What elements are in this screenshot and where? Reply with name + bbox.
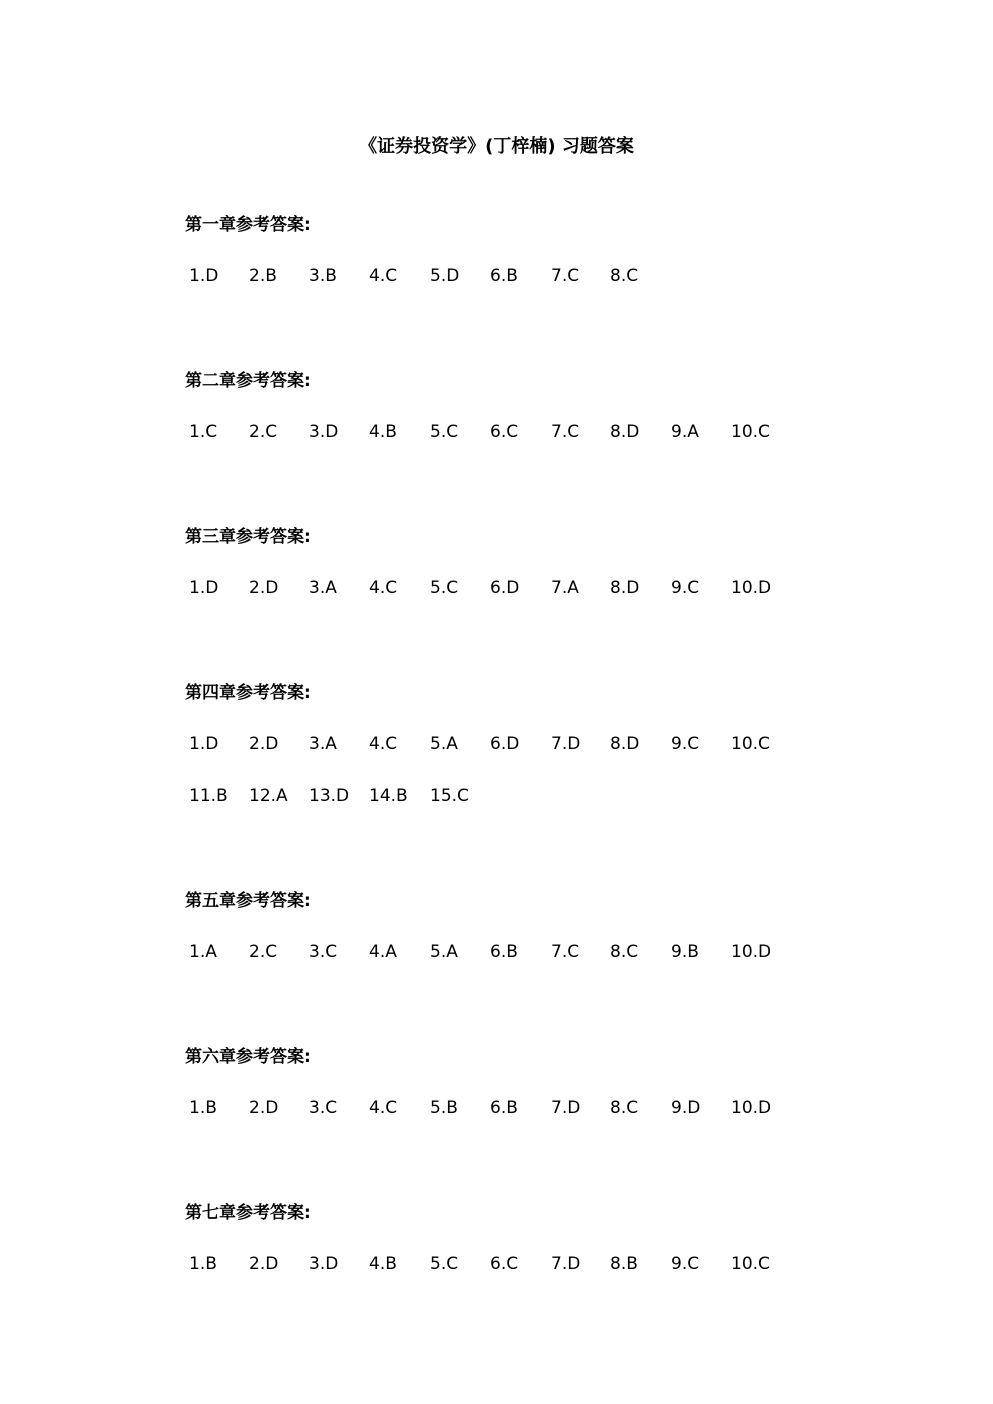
answer-item: 8.D (610, 734, 640, 754)
answer-item: 4.C (369, 578, 398, 598)
answer-item: 9.D (671, 1098, 701, 1118)
answer-item: 10.C (731, 1254, 770, 1274)
answer-item: 5.D (430, 266, 460, 286)
answer-item: 3.D (309, 1254, 339, 1274)
answer-item: 6.B (490, 266, 518, 286)
chapter-heading: 第二章参考答案: (185, 371, 311, 391)
answer-item: 8.C (610, 266, 639, 286)
answer-item: 5.B (430, 1098, 458, 1118)
chapter-heading: 第三章参考答案: (185, 527, 311, 547)
answer-item: 2.C (249, 422, 278, 442)
answer-item: 4.C (369, 266, 398, 286)
document-title: 《证券投资学》(丁梓楠) 习题答案 (359, 136, 634, 157)
answer-item: 2.D (249, 1254, 279, 1274)
chapter-5 (185, 889, 885, 966)
answer-item: 10.D (731, 1098, 772, 1118)
answer-list (185, 574, 885, 602)
answer-list (185, 1250, 885, 1278)
answer-item: 1.D (189, 266, 219, 286)
answer-item: 4.A (369, 942, 397, 962)
chapter-heading: 第七章参考答案: (185, 1203, 311, 1223)
answer-item: 2.B (249, 266, 277, 286)
answer-item: 4.B (369, 1254, 397, 1274)
answer-item: 6.D (490, 578, 520, 598)
answer-item: 9.C (671, 578, 700, 598)
answer-item: 6.C (490, 422, 519, 442)
answer-row (185, 262, 885, 290)
answer-item: 5.C (430, 1254, 459, 1274)
answer-row (185, 574, 885, 602)
answer-item: 7.D (551, 1254, 581, 1274)
answer-item: 2.D (249, 1098, 279, 1118)
answer-item: 13.D (309, 786, 350, 806)
answer-list (185, 730, 885, 810)
answer-item: 1.C (189, 422, 218, 442)
answer-item: 8.B (610, 1254, 638, 1274)
answer-item: 2.C (249, 942, 278, 962)
answer-item: 3.D (309, 422, 339, 442)
answer-item: 7.C (551, 422, 580, 442)
answer-row (185, 1094, 885, 1122)
answer-item: 5.C (430, 422, 459, 442)
answer-list (185, 262, 885, 290)
answer-item: 6.B (490, 942, 518, 962)
answer-list (185, 418, 885, 446)
chapter-heading: 第五章参考答案: (185, 891, 311, 911)
chapter-4 (185, 681, 885, 810)
answer-item: 1.B (189, 1098, 217, 1118)
answer-row (185, 1250, 885, 1278)
answer-item: 1.B (189, 1254, 217, 1274)
answer-item: 9.C (671, 734, 700, 754)
answer-item: 10.C (731, 422, 770, 442)
answer-item: 15.C (430, 786, 469, 806)
answer-item: 7.D (551, 734, 581, 754)
answer-item: 11.B (189, 786, 228, 806)
answer-item: 4.C (369, 1098, 398, 1118)
chapter-heading: 第一章参考答案: (185, 215, 311, 235)
chapter-2 (185, 369, 885, 446)
answer-item: 3.C (309, 942, 338, 962)
answer-list (185, 938, 885, 966)
answer-item: 7.C (551, 266, 580, 286)
answer-item: 3.B (309, 266, 337, 286)
answer-item: 9.A (671, 422, 699, 442)
answer-item: 14.B (369, 786, 408, 806)
answer-item: 8.D (610, 578, 640, 598)
chapter-6 (185, 1045, 885, 1122)
answer-item: 6.D (490, 734, 520, 754)
answer-item: 2.D (249, 578, 279, 598)
answer-item: 5.A (430, 942, 458, 962)
answer-row (185, 782, 885, 810)
answer-item: 7.D (551, 1098, 581, 1118)
answer-item: 6.B (490, 1098, 518, 1118)
answer-item: 5.A (430, 734, 458, 754)
answer-item: 9.C (671, 1254, 700, 1274)
answer-item: 7.C (551, 942, 580, 962)
answer-item: 8.C (610, 1098, 639, 1118)
answer-item: 10.D (731, 578, 772, 598)
answer-row (185, 730, 885, 758)
answer-item: 8.D (610, 422, 640, 442)
answer-item: 10.D (731, 942, 772, 962)
answer-item: 3.C (309, 1098, 338, 1118)
answer-item: 7.A (551, 578, 579, 598)
answer-item: 5.C (430, 578, 459, 598)
answer-item: 1.A (189, 942, 217, 962)
answer-row (185, 418, 885, 446)
answer-row (185, 938, 885, 966)
answer-item: 2.D (249, 734, 279, 754)
answer-item: 1.D (189, 734, 219, 754)
answer-item: 8.C (610, 942, 639, 962)
chapter-heading: 第六章参考答案: (185, 1047, 311, 1067)
answer-item: 6.C (490, 1254, 519, 1274)
answer-item: 4.B (369, 422, 397, 442)
answer-item: 10.C (731, 734, 770, 754)
answer-list (185, 1094, 885, 1122)
answer-item: 12.A (249, 786, 288, 806)
chapter-1 (185, 213, 885, 290)
answer-item: 3.A (309, 578, 337, 598)
answer-item: 4.C (369, 734, 398, 754)
answer-item: 1.D (189, 578, 219, 598)
chapter-heading: 第四章参考答案: (185, 683, 311, 703)
chapter-7 (185, 1201, 885, 1278)
answer-item: 9.B (671, 942, 699, 962)
chapter-3 (185, 525, 885, 602)
answer-item: 3.A (309, 734, 337, 754)
